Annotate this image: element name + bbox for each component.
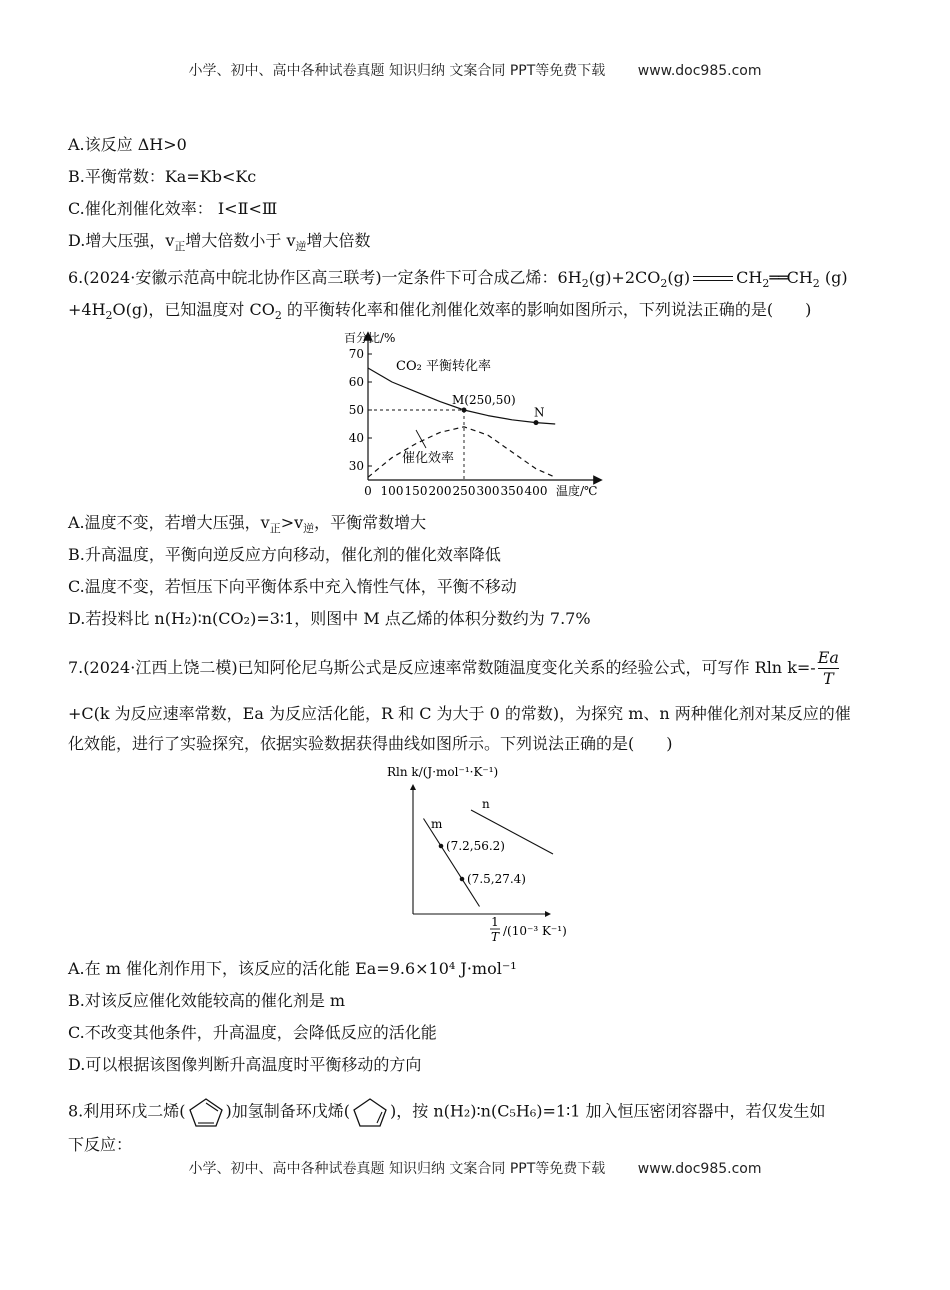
x-tick-label: 400 bbox=[524, 484, 548, 498]
q5-option-d: D.增大压强，$v_正$增大倍数小于 $v_逆$增大倍数 bbox=[68, 231, 371, 254]
q7-stem-line2: +C(k 为反应速率常数，Ea 为反应活化能，R 和 C 为大于 0 的常数)，为探究 m、n 两种催化剂对某反应的催 bbox=[68, 704, 851, 723]
x-axis-label-unit: /(10⁻³ K⁻¹) bbox=[503, 924, 567, 938]
x-axis-label-num: 1 bbox=[491, 915, 499, 929]
x-axis-label: 温度/℃ bbox=[556, 484, 598, 498]
x-axis-label-den: T bbox=[490, 930, 500, 944]
footer-site[interactable]: www.doc985.com bbox=[637, 1161, 762, 1177]
leader-line bbox=[416, 430, 426, 448]
q8-stem-line1: 8.利用环戊二烯( )加氢制备环戊烯( )，按 n(H₂)∶n(C₅H₆)=1∶1 加入恒压密闭容器中，若仅发生如 bbox=[68, 1096, 826, 1128]
q7-stem-line1: 7.(2024·江西上饶二模)已知阿伦尼乌斯公式是反应速率常数随温度变化关系的经验公式，可写作 Rln k=- $\frac{Ea}{T}$ bbox=[68, 648, 839, 688]
q6-chart bbox=[330, 328, 620, 500]
footer-text: 小学、初中、高中各种试卷真题 知识归纳 文案合同 PPT等免费下载 bbox=[188, 1161, 606, 1177]
q7-option-b: B.对该反应催化效能较高的催化剂是 m bbox=[68, 991, 346, 1010]
x-axis-arrow bbox=[545, 911, 551, 917]
point-m-1-label: (7.2,56.2) bbox=[446, 839, 505, 853]
point-n bbox=[534, 420, 539, 425]
header-site[interactable]: www.doc985.com bbox=[637, 63, 762, 79]
q6-option-d: D.若投料比 n(H₂)∶n(CO₂)=3∶1，则图中 M 点乙烯的体积分数约为 7.7% bbox=[68, 609, 591, 628]
q6-option-a: A.温度不变，若增大压强，$v_正>v_逆$，平衡常数增大 bbox=[68, 513, 427, 536]
point-m-label: M(250,50) bbox=[452, 393, 516, 407]
series-label-m: m bbox=[431, 817, 443, 831]
x-tick-label: 350 bbox=[500, 484, 524, 498]
header-text: 小学、初中、高中各种试卷真题 知识归纳 文案合同 PPT等免费下载 bbox=[188, 63, 606, 79]
page-footer bbox=[0, 1158, 950, 1178]
y-axis-label: Rln k/(J·mol⁻¹·K⁻¹) bbox=[387, 765, 499, 779]
x-tick-label: 250 bbox=[452, 484, 476, 498]
cyclopentadiene-icon bbox=[186, 1096, 226, 1128]
q6-option-c: C.温度不变，若恒压下向平衡体系中充入惰性气体，平衡不移动 bbox=[68, 577, 517, 596]
q7-option-a: A.在 m 催化剂作用下，该反应的活化能 Ea=9.6×10⁴ J·mol⁻¹ bbox=[68, 959, 517, 978]
q6-stem-line2: $+4H_2O(g)$，已知温度对 $CO_2$ 的平衡转化率和催化剂催化效率的影响如图所示，下列说法正确的是( ) bbox=[68, 300, 812, 323]
equilibrium-arrow-icon bbox=[693, 273, 733, 285]
point-m-1 bbox=[439, 844, 444, 849]
q6-option-b: B.升高温度，平衡向逆反应方向移动，催化剂的催化效率降低 bbox=[68, 545, 501, 564]
point-m bbox=[462, 408, 467, 413]
series-label-n: n bbox=[482, 797, 490, 811]
fraction-ea-over-t: $\frac{Ea}{T}$ bbox=[817, 648, 839, 688]
q7-option-d: D.可以根据该图像判断升高温度时平衡移动的方向 bbox=[68, 1055, 422, 1074]
y-axis-arrow bbox=[410, 784, 416, 790]
q7-option-c: C.不改变其他条件，升高温度，会降低反应的活化能 bbox=[68, 1023, 437, 1042]
y-tick-label: 50 bbox=[348, 403, 364, 417]
x-tick-label: 300 bbox=[476, 484, 500, 498]
q7-chart bbox=[385, 758, 585, 948]
x-tick-label: 0 bbox=[364, 484, 372, 498]
catalyst-efficiency-curve bbox=[368, 427, 555, 477]
point-n-label: N bbox=[534, 405, 545, 420]
y-tick-label: 40 bbox=[348, 431, 364, 445]
line-m bbox=[424, 819, 480, 907]
q5-option-c: C.催化剂催化效率： Ⅰ<Ⅱ<Ⅲ bbox=[68, 199, 278, 218]
x-tick-label: 200 bbox=[428, 484, 452, 498]
x-tick-label: 100 bbox=[380, 484, 404, 498]
cyclopentene-icon bbox=[350, 1096, 390, 1128]
y-tick-label: 70 bbox=[348, 347, 364, 361]
y-tick-label: 30 bbox=[348, 459, 364, 473]
y-axis-label: 百分比/% bbox=[344, 331, 396, 345]
x-tick-label: 150 bbox=[404, 484, 428, 498]
series-label-efficiency: 催化效率 bbox=[402, 451, 455, 466]
q7-stem-line3: 化效能，进行了实验探究，依据实验数据获得曲线如图所示。下列说法正确的是( ) bbox=[68, 734, 673, 753]
page-header bbox=[0, 60, 950, 80]
q5-option-b: B.平衡常数：Ka=Kb<Kc bbox=[68, 167, 257, 186]
q5-option-a: A.该反应 ΔH>0 bbox=[68, 135, 187, 154]
series-label-co2: CO₂ 平衡转化率 bbox=[396, 359, 491, 374]
q8-stem-line2: 下反应： bbox=[68, 1135, 133, 1154]
point-m-2 bbox=[460, 877, 465, 882]
y-tick-label: 60 bbox=[348, 375, 364, 389]
q6-stem-line1: 6.(2024·安徽示范高中皖北协作区高三联考)一定条件下可合成乙烯：$6H_2(g)+2CO_2(g)$ $CH_2══CH_2$ (g) bbox=[68, 268, 848, 291]
point-m-2-label: (7.5,27.4) bbox=[467, 872, 526, 886]
